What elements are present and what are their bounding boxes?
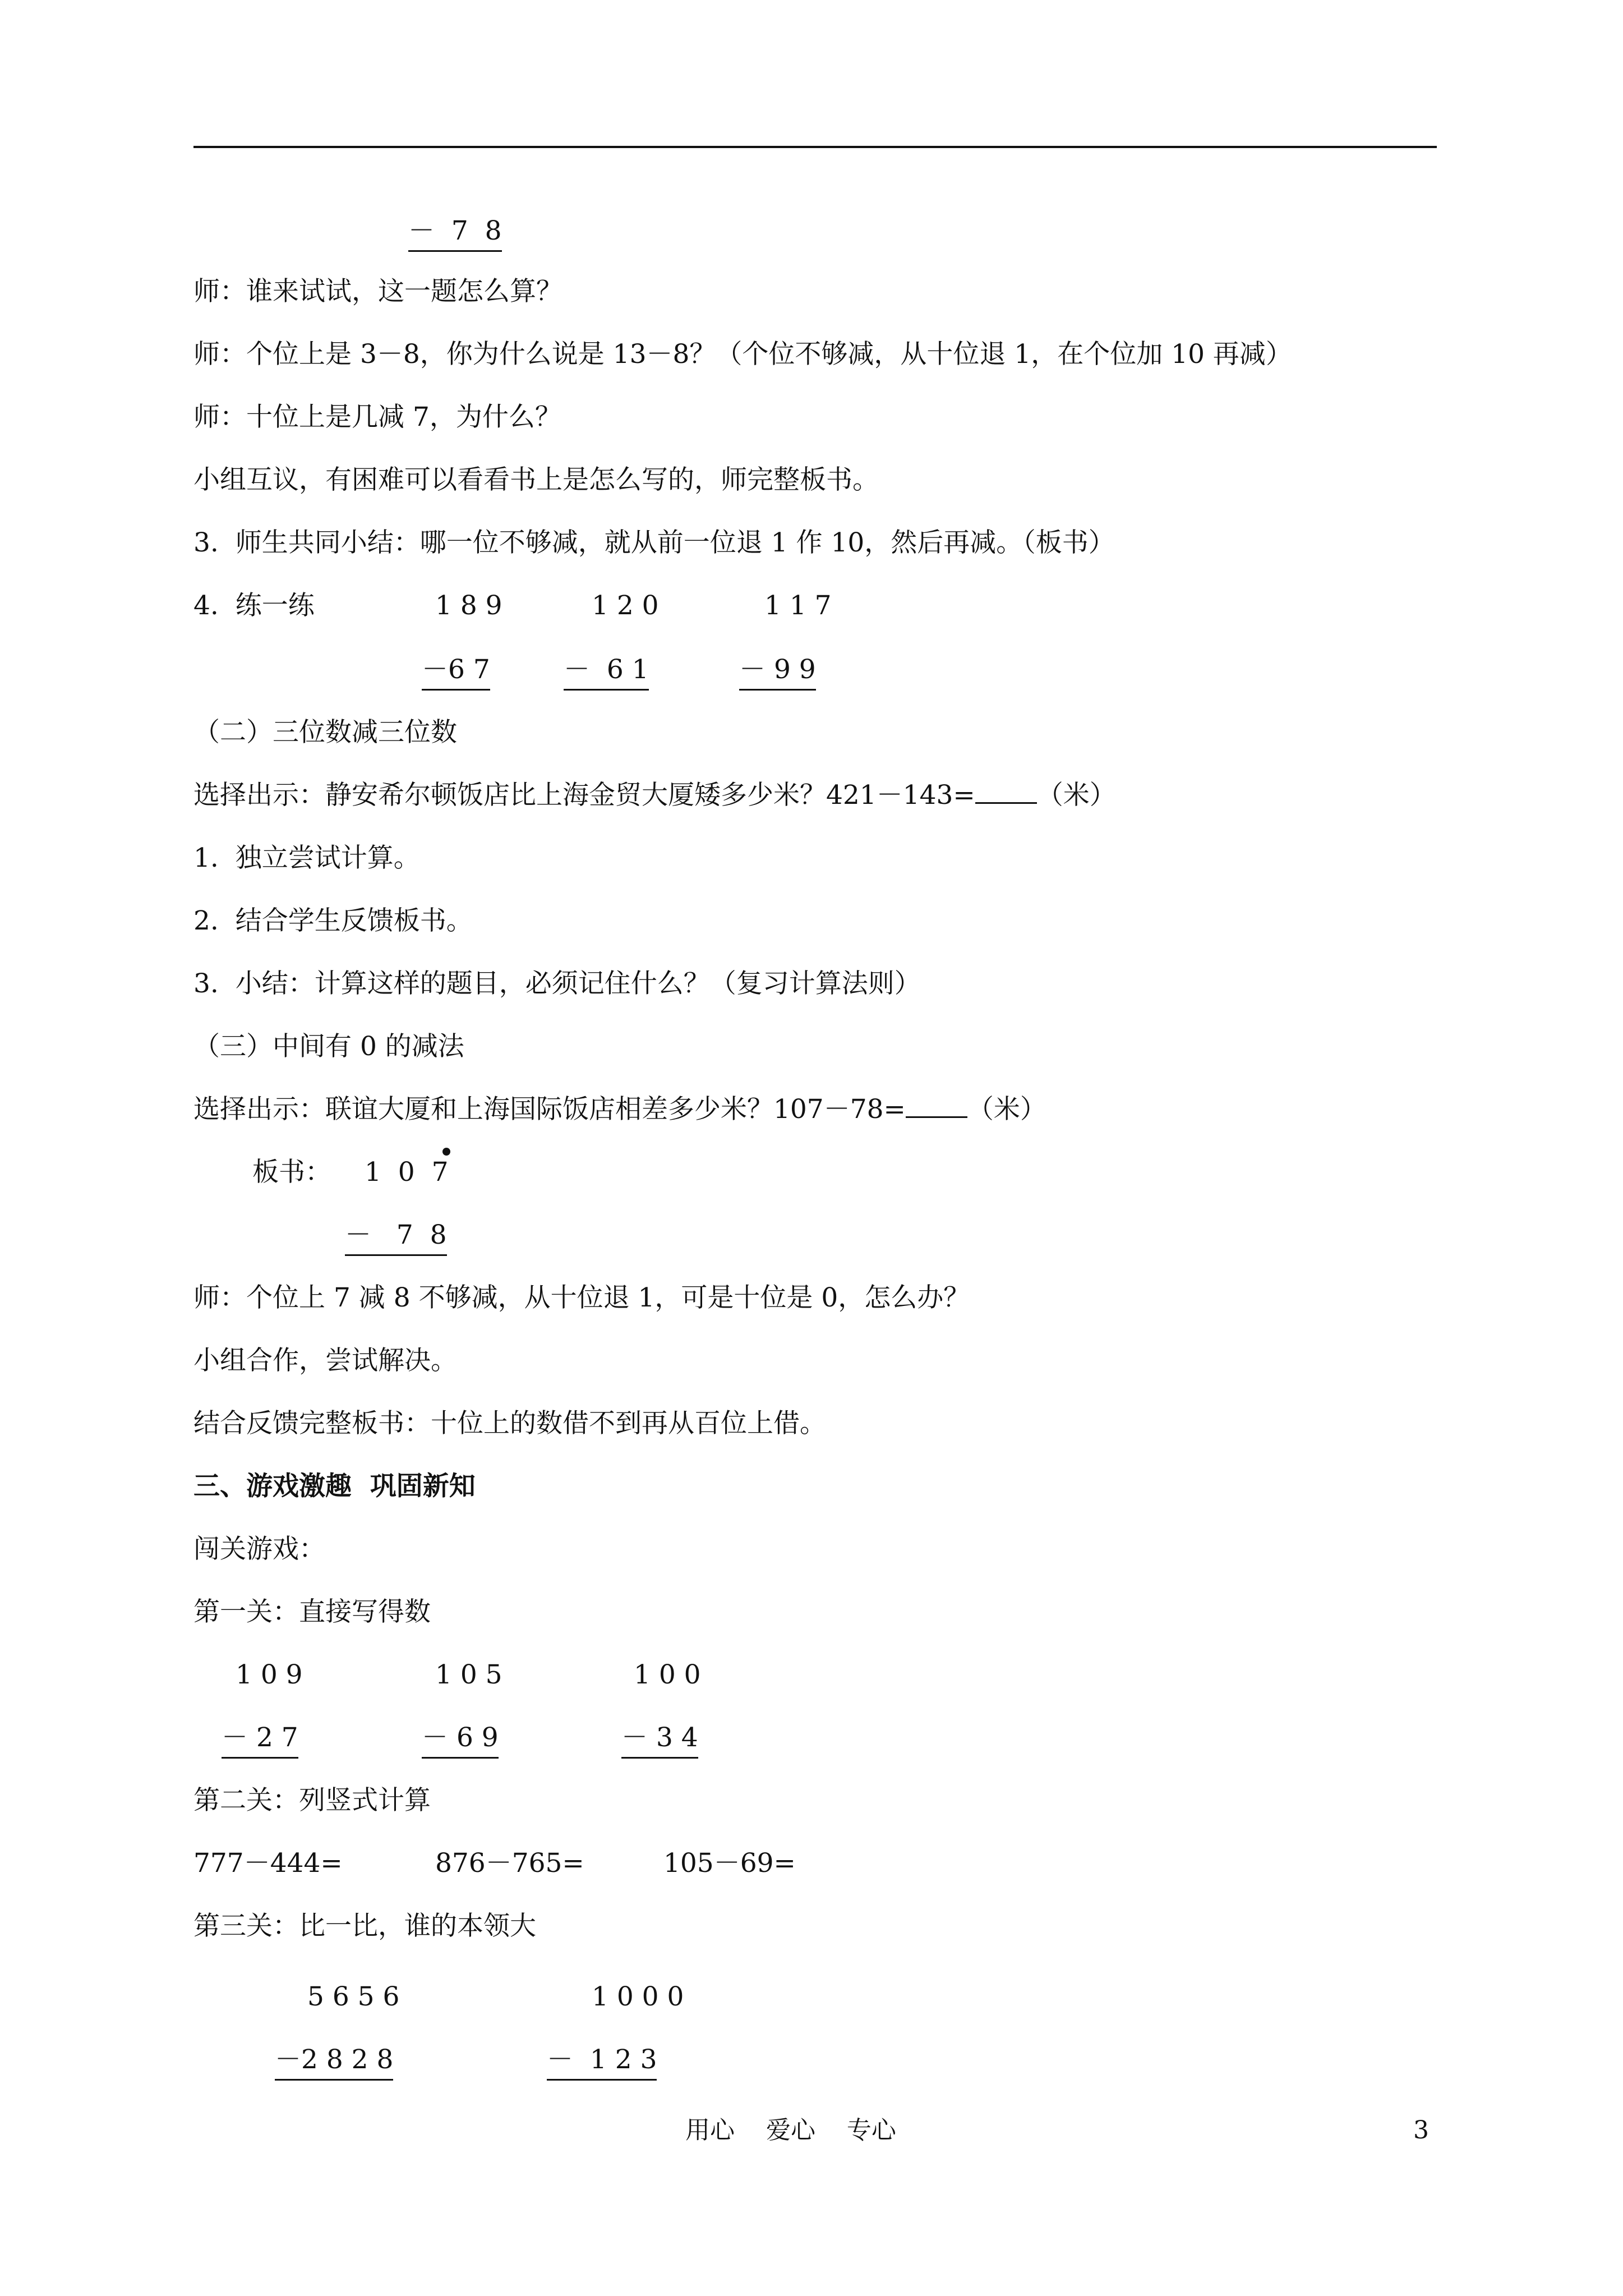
section-heading: （二）三位数减三位数 xyxy=(193,717,457,748)
borrow-dot xyxy=(442,1148,450,1156)
question-text: 选择出示：联谊大厦和上海国际饭店相差多少米？107－78= xyxy=(193,1094,906,1125)
board-subtrahend: － 7 8 xyxy=(345,1217,447,1256)
expression: 105－69= xyxy=(663,1848,796,1879)
problem-minuend: 1 0 0 0 xyxy=(592,1981,684,2012)
page-number: 3 xyxy=(1413,2116,1429,2145)
text-line: 闯关游戏： xyxy=(193,1534,325,1565)
problem-subtrahend: －2 8 2 8 xyxy=(275,2042,393,2081)
question-line xyxy=(193,1092,1046,1128)
board-label: 板书： xyxy=(252,1157,331,1188)
level-title: 第二关：列竖式计算 xyxy=(193,1785,431,1816)
problem-minuend: 5 6 5 6 xyxy=(307,1981,400,2012)
unit-text: （米） xyxy=(1036,780,1116,811)
question-line xyxy=(193,777,1116,813)
step-line: 1. 独立尝试计算。 xyxy=(193,843,420,873)
problem-subtrahend: －6 7 xyxy=(422,652,490,691)
problem-minuend: 1 1 7 xyxy=(764,590,832,621)
problem-subtrahend: － 6 1 xyxy=(564,652,649,691)
problem-minuend: 1 0 0 xyxy=(634,1659,701,1690)
problem-minuend: 1 0 9 xyxy=(236,1659,303,1690)
problem-subtrahend: － 1 2 3 xyxy=(547,2042,657,2081)
text-line: 小组合作，尝试解决。 xyxy=(193,1345,457,1376)
problem-subtrahend: － 3 4 xyxy=(621,1720,698,1759)
text-line: 3. 师生共同小结：哪一位不够减，就从前一位退 1 作 10，然后再减。（板书） xyxy=(193,527,1115,558)
top-subtrahend-fragment: － 7 8 xyxy=(408,213,502,252)
problem-subtrahend: － 9 9 xyxy=(739,652,816,691)
text-line: 师：个位上 7 减 8 不够减，从十位退 1，可是十位是 0，怎么办？ xyxy=(193,1282,970,1313)
footer-motto: 用心 爱心 专心 xyxy=(685,2116,896,2145)
level-title: 第三关：比一比，谁的本领大 xyxy=(193,1911,536,1941)
text-line: 师：十位上是几减 7，为什么？ xyxy=(193,402,561,432)
problem-minuend: 1 2 0 xyxy=(592,590,659,621)
text-line: 师：个位上是 3－8，你为什么说是 13－8？（个位不够减，从十位退 1，在个位加 10 再减） xyxy=(193,339,1292,370)
unit-text: （米） xyxy=(967,1094,1046,1125)
problem-subtrahend: － 6 9 xyxy=(422,1720,499,1759)
text-line: 师：谁来试试，这一题怎么算？ xyxy=(193,276,562,307)
expression: 876－765= xyxy=(435,1848,584,1879)
text-line: 结合反馈完整板书：十位上的数借不到再从百位上借。 xyxy=(193,1408,826,1439)
answer-blank xyxy=(975,777,1037,804)
question-text: 选择出示：静安希尔顿饭店比上海金贸大厦矮多少米？421－143= xyxy=(193,780,975,811)
section-heading: （三）中间有 0 的减法 xyxy=(193,1031,464,1062)
problem-minuend: 1 0 5 xyxy=(435,1659,502,1690)
step-line: 3. 小结：计算这样的题目，必须记住什么？（复习计算法则） xyxy=(193,968,921,999)
practice-label: 4. 练一练 xyxy=(193,590,315,621)
level-title: 第一关：直接写得数 xyxy=(193,1596,431,1627)
section-heading-bold: 三、游戏激趣 巩固新知 xyxy=(193,1471,476,1502)
answer-blank xyxy=(906,1092,967,1118)
text-line: 小组互议，有困难可以看看书上是怎么写的，师完整板书。 xyxy=(193,464,879,495)
board-minuend: 1 0 7 xyxy=(365,1157,449,1188)
problem-subtrahend: － 2 7 xyxy=(222,1720,298,1759)
problem-minuend: 1 8 9 xyxy=(435,590,502,621)
header-rule xyxy=(193,146,1437,148)
expression: 777－444= xyxy=(193,1848,343,1879)
step-line: 2. 结合学生反馈板书。 xyxy=(193,905,473,936)
